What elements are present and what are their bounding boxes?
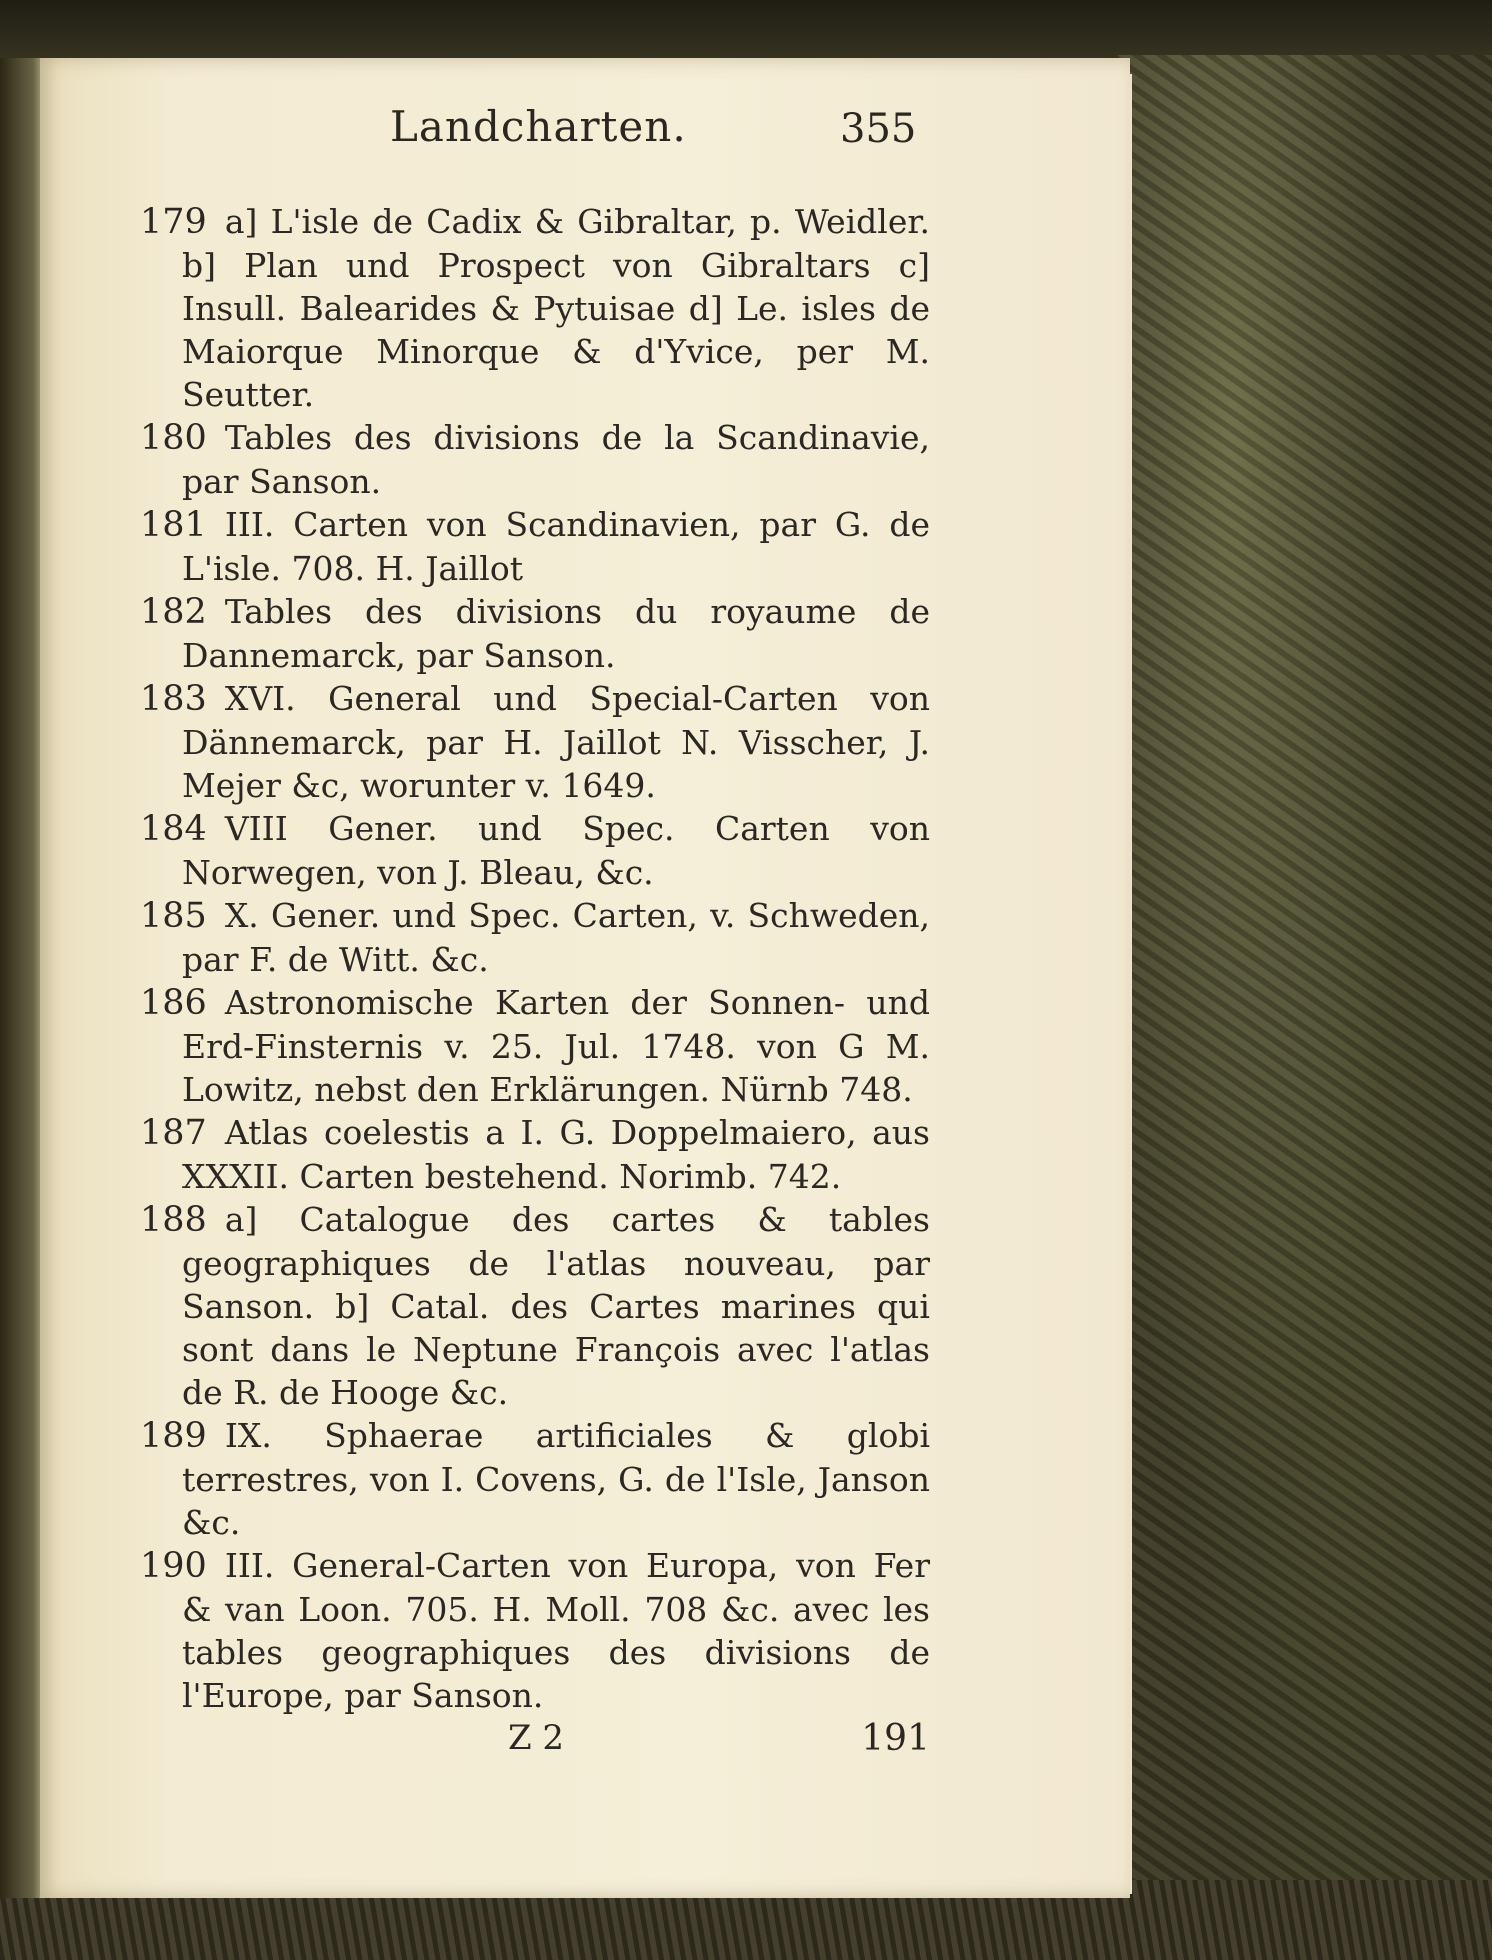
entry-text: Tables des divisions du royaume de Dannemarck, par Sanson.: [182, 592, 930, 675]
entry-text: VIII Gener. und Spec. Carten von Norwegen, von J. Bleau, &c.: [182, 809, 930, 892]
cover-board-right: [1118, 55, 1492, 1960]
entry-number: 185: [140, 896, 207, 936]
catalog-entry: [140, 894, 930, 981]
catalog-entries: [140, 200, 930, 1717]
entry-number: 183: [140, 679, 207, 719]
catalog-entry: [140, 677, 930, 807]
entry-text: XVI. General und Special-Carten von Dännemarck, par H. Jaillot N. Visscher, J. Mejer &c, worunter v. 1649.: [182, 679, 930, 805]
entry-text: a] Catalogue des cartes & tables geographiques de l'atlas nouveau, par Sanson. b] Catal. des Cartes marines qui sont dans le Neptune François avec l'atlas de R. de Hooge &c.: [182, 1200, 930, 1412]
catalog-entry: [140, 1111, 930, 1198]
catalog-entry: [140, 416, 930, 503]
entry-number: 180: [140, 418, 207, 458]
entry-number: 186: [140, 983, 207, 1023]
entry-number: 188: [140, 1200, 207, 1240]
signature-mark: Z 2: [508, 1718, 565, 1758]
entry-number: 181: [140, 505, 207, 545]
entry-text: Astronomische Karten der Sonnen- und Erd-Finsternis v. 25. Jul. 1748. von G M. Lowitz, nebst den Erklärungen. Nürnb 748.: [182, 983, 930, 1109]
page-header: [150, 92, 950, 162]
entry-text: IX. Sphaerae artificiales & globi terrestres, von I. Covens, G. de l'Isle, Janson &c.: [182, 1416, 930, 1542]
catalog-entry: [140, 1198, 930, 1414]
entry-number: 189: [140, 1416, 207, 1456]
page-number: 355: [840, 106, 917, 152]
entry-text: a] L'isle de Cadix & Gibraltar, p. Weidler. b] Plan und Prospect von Gibraltars c] Insull. Balearides & Pytuisae d] Le. isles de Maiorque Minorque & d'Yvice, per M. Seutter.: [182, 202, 930, 414]
entry-number: 184: [140, 809, 207, 849]
catalog-entry: [140, 503, 930, 590]
catalog-entry: [140, 1414, 930, 1544]
entry-number: 190: [140, 1546, 207, 1586]
entry-text: X. Gener. und Spec. Carten, v. Schweden, par F. de Witt. &c.: [182, 896, 930, 979]
catalog-entry: [140, 1544, 930, 1717]
entry-text: III. General-Carten von Europa, von Fer & van Loon. 705. H. Moll. 708 &c. avec les tables geographiques des divisions de l'Europe, par Sanson.: [182, 1546, 930, 1715]
entry-text: III. Carten von Scandinavien, par G. de L'isle. 708. H. Jaillot: [182, 505, 930, 588]
page-footer: [140, 1718, 930, 1768]
catalog-entry: [140, 807, 930, 894]
entry-text: Tables des divisions de la Scandinavie, par Sanson.: [182, 418, 930, 501]
catalog-entry: [140, 200, 930, 416]
catalog-entry: [140, 981, 930, 1111]
entry-number: 182: [140, 592, 207, 632]
running-head: Landcharten.: [390, 102, 687, 151]
entry-number: 187: [140, 1113, 207, 1153]
entry-text: Atlas coelestis a I. G. Doppelmaiero, aus XXXII. Carten bestehend. Norimb. 742.: [182, 1113, 930, 1196]
catchword: 191: [861, 1718, 930, 1759]
entry-number: 179: [140, 202, 207, 242]
catalog-entry: [140, 590, 930, 677]
